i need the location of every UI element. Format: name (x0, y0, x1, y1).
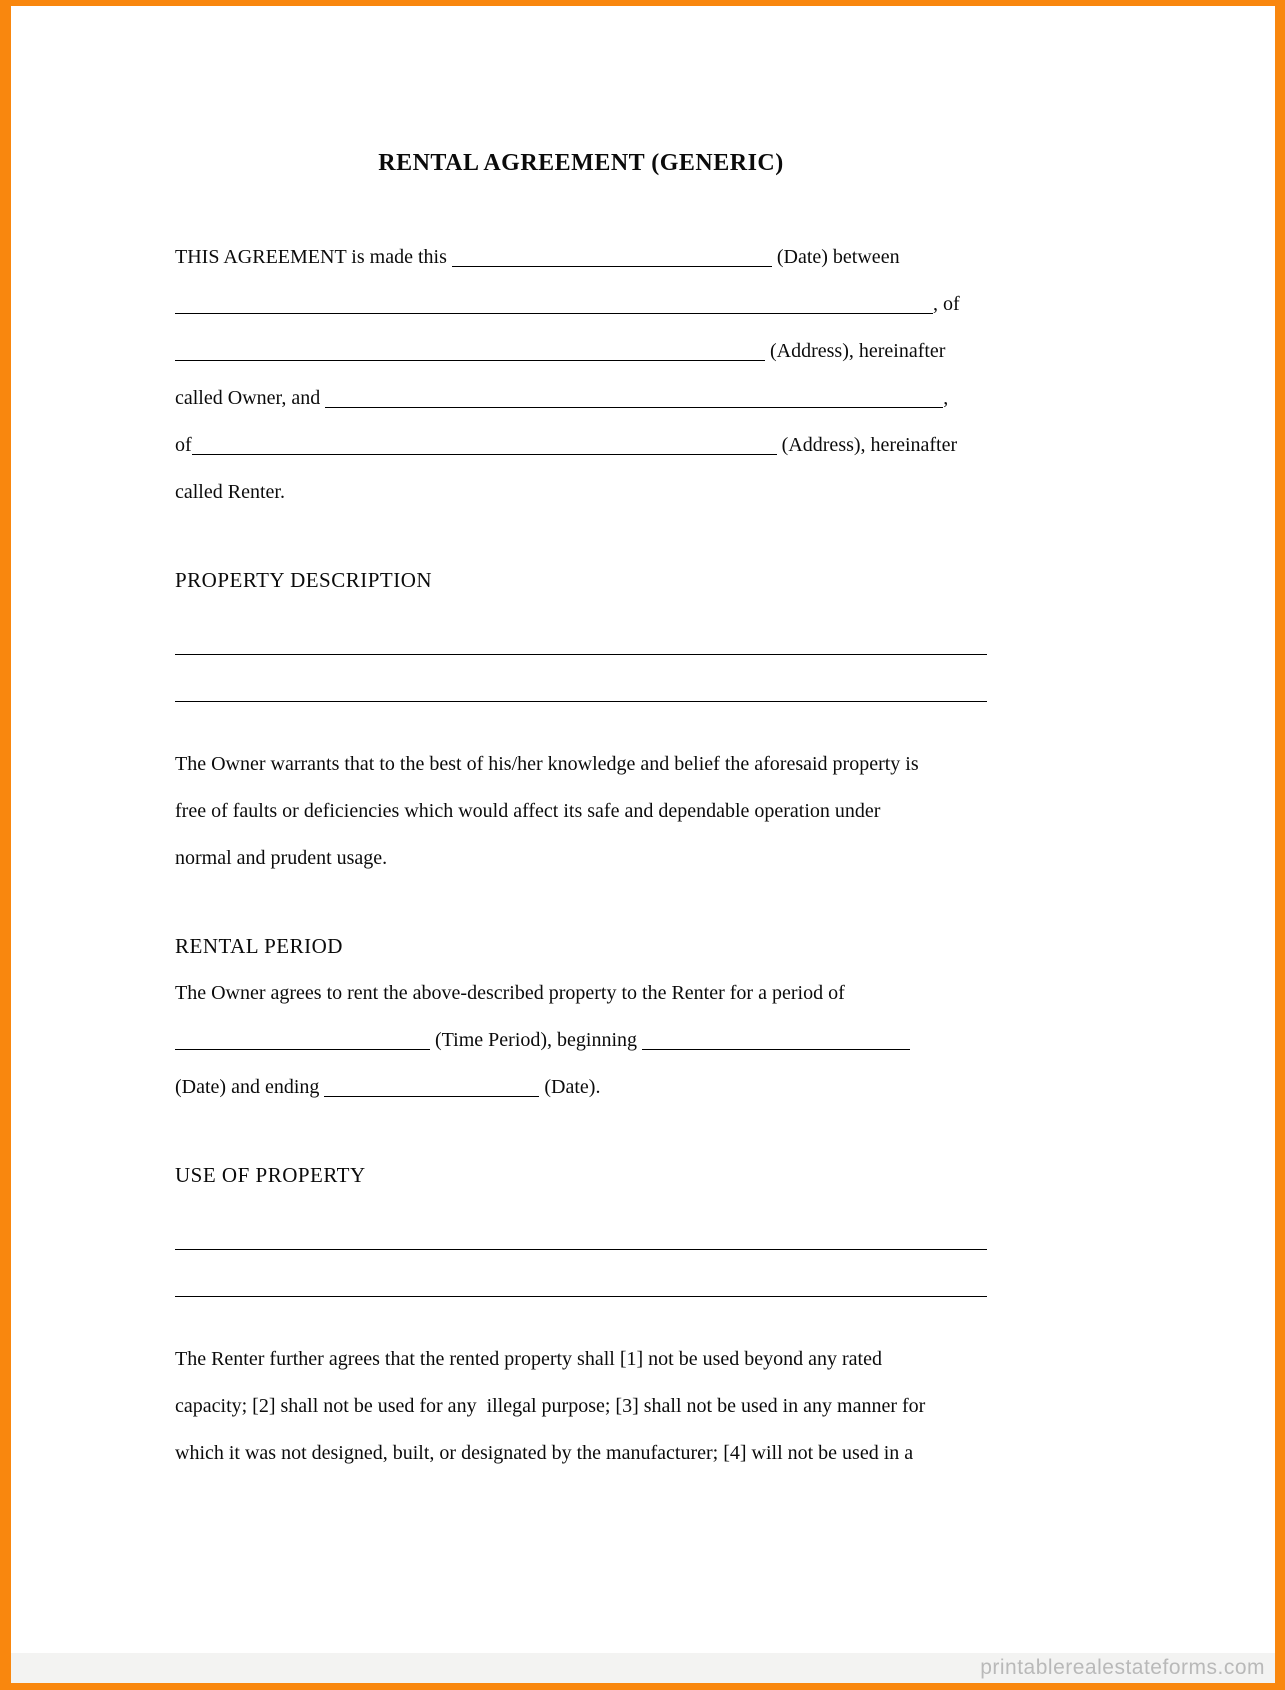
text-segment: (Address), hereinafter (776, 434, 958, 456)
document-line (175, 835, 987, 882)
text-segment: called Renter. (175, 481, 285, 503)
ruled-line (175, 1212, 987, 1259)
text-segment: free of faults or deficiencies which would affect its safe and dependable operation under (175, 800, 881, 822)
document-line (175, 422, 987, 469)
text-segment: (Date) between (771, 246, 900, 268)
text-segment: normal and prudent usage. (175, 847, 388, 869)
document-line (175, 469, 987, 516)
footer-bar (11, 1653, 1275, 1683)
text-segment: , of (933, 293, 960, 315)
paragraph (175, 741, 987, 882)
document-line (175, 1336, 987, 1383)
blank-field (324, 1092, 539, 1097)
ruled-line-stroke (175, 654, 987, 655)
document-page (175, 6, 987, 1477)
document-line (175, 788, 987, 835)
document-line (175, 970, 987, 1017)
ruled-line (175, 1259, 987, 1306)
document-line (175, 1017, 987, 1064)
document-line (175, 328, 987, 375)
blank-field (175, 309, 933, 314)
document-body (175, 140, 987, 1477)
footer-site-label: printablerealestateforms.com (980, 1656, 1265, 1679)
ruled-line-stroke (175, 1249, 987, 1250)
ruled-line (175, 617, 987, 664)
text-segment: The Owner warrants that to the best of his/her knowledge and belief the aforesaid property is (175, 753, 919, 775)
ruled-line-stroke (175, 1296, 987, 1297)
document-line (175, 1064, 987, 1111)
document-line (175, 375, 987, 422)
blank-field (175, 1045, 430, 1050)
ruled-line (175, 664, 987, 711)
document-line (175, 281, 987, 328)
paragraph (175, 970, 987, 1111)
blank-field (192, 450, 777, 455)
blank-field (325, 403, 943, 408)
document-line (175, 1430, 987, 1477)
text-segment: (Date). (539, 1076, 601, 1098)
text-segment: , (943, 387, 949, 409)
blank-field (175, 356, 765, 361)
section-heading: USE OF PROPERTY (175, 1163, 366, 1187)
text-segment: THIS AGREEMENT is made this (175, 246, 452, 268)
text-segment: (Address), hereinafter (765, 340, 946, 362)
blank-field (452, 262, 772, 267)
text-segment: called Owner, and (175, 387, 326, 409)
text-segment: The Renter further agrees that the rented property shall [1] not be used beyond any rated (175, 1348, 882, 1370)
ruled-line-stroke (175, 701, 987, 702)
text-segment: (Time Period), beginning (430, 1029, 643, 1051)
text-segment: (Date) and ending (175, 1076, 325, 1098)
text-segment: capacity; [2] shall not be used for any illegal purpose; [3] shall not be used in any manner for (175, 1395, 926, 1417)
text-segment: of (175, 434, 192, 456)
document-line (175, 1383, 987, 1430)
text-segment: The Owner agrees to rent the above-described property to the Renter for a period of (175, 982, 845, 1004)
paragraph (175, 1336, 987, 1477)
document-title: RENTAL AGREEMENT (GENERIC) (378, 150, 784, 176)
paragraph (175, 234, 987, 516)
blank-field (642, 1045, 910, 1050)
text-segment: which it was not designed, built, or designated by the manufacturer; [4] will not be used in a (175, 1442, 914, 1464)
document-line (175, 234, 987, 281)
section-heading: PROPERTY DESCRIPTION (175, 568, 433, 592)
document-line (175, 741, 987, 788)
section-heading: RENTAL PERIOD (175, 934, 343, 958)
